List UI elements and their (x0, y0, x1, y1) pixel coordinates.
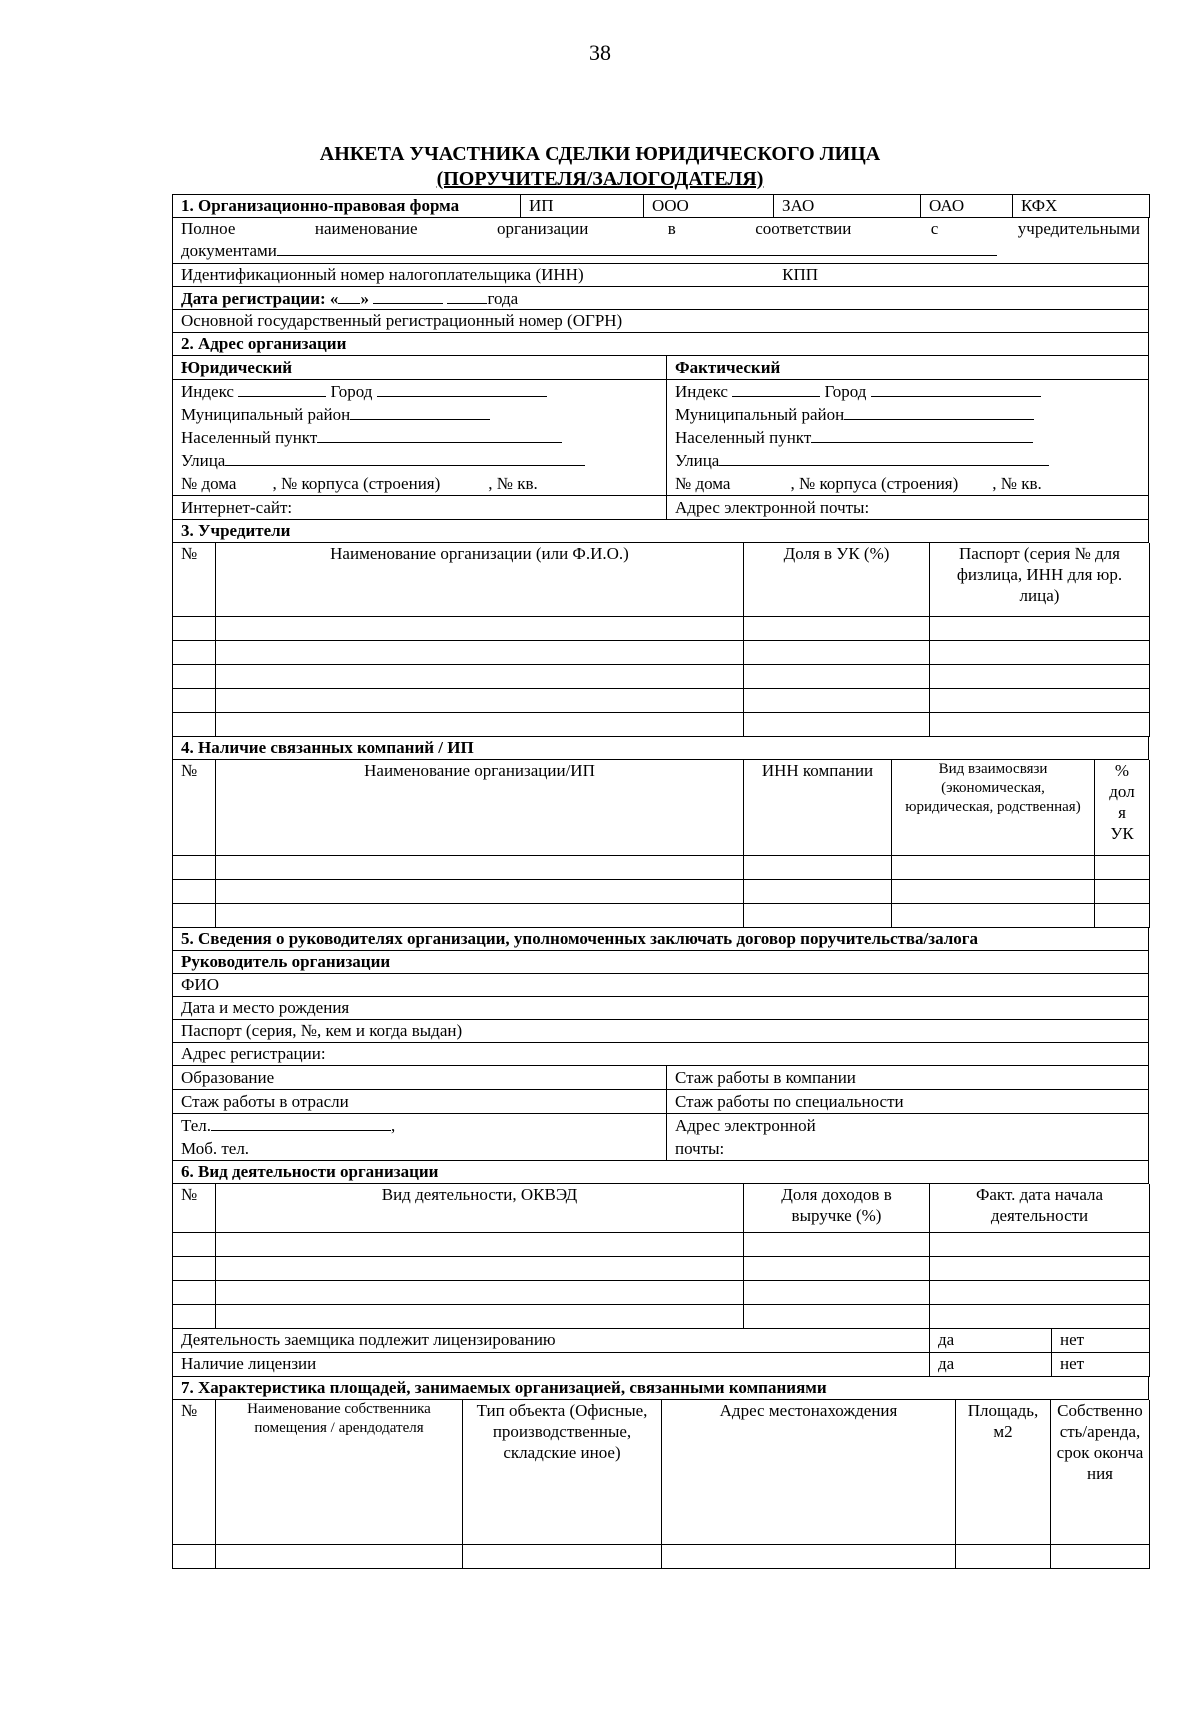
legal-form-row (172, 194, 1150, 218)
table-row[interactable] (173, 1304, 1150, 1328)
legal-address-heading: Юридический (173, 356, 667, 379)
licensing-row (173, 1329, 1150, 1353)
legal-address-block[interactable]: Индекс Город Муниципальный район Населенный пункт Улица № дома , № корпуса (строения) , № кв. (173, 380, 667, 495)
activity-table (172, 1184, 1150, 1329)
registration-date-field[interactable]: Дата регистрации: « » года (172, 287, 1149, 310)
address-fields (172, 380, 1149, 496)
license-yes[interactable]: да (930, 1353, 1052, 1377)
exp-industry-field[interactable]: Стаж работы в отрасли (173, 1090, 667, 1113)
exp-specialty-field[interactable]: Стаж работы по специальности (675, 1092, 904, 1111)
section-1-heading: 1. Организационно-правовая форма (173, 195, 521, 218)
premises-table (172, 1400, 1150, 1569)
title-line-2: (ПОРУЧИТЕЛЯ/ЗАЛОГОДАТЕЛЯ) (436, 168, 764, 190)
licensing-label: Деятельность заемщика подлежит лицензированию (173, 1329, 930, 1353)
table-row[interactable] (173, 1280, 1150, 1304)
form-title (0, 142, 1200, 192)
section-2-heading: 2. Адрес организации (172, 333, 1149, 356)
form-option-zao[interactable]: ЗАО (774, 195, 921, 218)
phone-block[interactable]: Тел. , Моб. тел. (173, 1114, 667, 1160)
section-7-heading: 7. Характеристика площадей, занимаемых организацией, связанными компаниями (172, 1377, 1149, 1400)
table-row[interactable] (173, 904, 1150, 928)
col-no: № (173, 1400, 216, 1544)
licensing-no[interactable]: нет (1052, 1329, 1150, 1353)
questionnaire-form (172, 194, 1149, 1569)
col-name: Наименование организации (или Ф.И.О.) (216, 543, 744, 616)
table-row[interactable] (173, 1544, 1150, 1568)
form-option-oao[interactable]: ОАО (921, 195, 1013, 218)
reg-address-field[interactable]: Адрес регистрации: (172, 1043, 1149, 1066)
manager-subheading: Руководитель организации (172, 951, 1149, 974)
table-row[interactable] (173, 1256, 1150, 1280)
license-row (173, 1353, 1150, 1377)
form-option-ooo[interactable]: ООО (644, 195, 774, 218)
form-option-kfh[interactable]: КФХ (1013, 195, 1150, 218)
table-row[interactable] (173, 688, 1150, 712)
table-row[interactable] (173, 880, 1150, 904)
title-line-1: АНКЕТА УЧАСТНИКА СДЕЛКИ ЮРИДИЧЕСКОГО ЛИЦА (319, 143, 881, 165)
col-no: № (173, 760, 216, 856)
ogrn-field[interactable]: Основной государственный регистрационный номер (ОГРН) (172, 310, 1149, 333)
licensing-yes[interactable]: да (930, 1329, 1052, 1353)
section-3-heading: 3. Учредители (172, 520, 1149, 543)
col-no: № (173, 543, 216, 616)
col-income: Доля доходов в выручке (%) (744, 1184, 930, 1232)
full-name-field[interactable]: Полное наименование организации в соответствии с учредительными документами (172, 218, 1149, 264)
col-inn: ИНН компании (744, 760, 892, 856)
section-5-heading: 5. Сведения о руководителях организации, уполномоченных заключать договор поручительства/залога (172, 928, 1149, 951)
col-no: № (173, 1184, 216, 1232)
actual-address-heading: Фактический (675, 358, 781, 377)
exp-company-field[interactable]: Стаж работы в компании (675, 1068, 856, 1087)
col-owner: Наименование собственника помещения / арендодателя (216, 1400, 463, 1544)
address-columns (172, 356, 1149, 380)
form-option-ip[interactable]: ИП (521, 195, 644, 218)
web-email-row (172, 496, 1149, 520)
section-6-heading: 6. Вид деятельности организации (172, 1161, 1149, 1184)
table-row[interactable] (173, 664, 1150, 688)
education-row (172, 1066, 1149, 1090)
table-row[interactable] (173, 616, 1150, 640)
col-ownership: Собственность/аренда, срок окончания (1051, 1400, 1150, 1544)
page-number: 38 (589, 40, 611, 65)
inn-label: Идентификационный номер налогоплательщика (ИНН) (181, 265, 584, 284)
kpp-label: КПП (782, 265, 819, 284)
table-row[interactable] (173, 856, 1150, 880)
table-row[interactable] (173, 712, 1150, 736)
section-4-heading: 4. Наличие связанных компаний / ИП (172, 737, 1149, 760)
col-share: % дол я УК (1095, 760, 1150, 856)
license-label: Наличие лицензии (173, 1353, 930, 1377)
actual-address-block[interactable]: Индекс Город Муниципальный район Населенный пункт Улица № дома , № корпуса (строения) , № кв. (667, 380, 1148, 495)
license-no[interactable]: нет (1052, 1353, 1150, 1377)
table-header (173, 543, 1150, 616)
col-activity: Вид деятельности, ОКВЭД (216, 1184, 744, 1232)
experience-row (172, 1090, 1149, 1114)
manager-email-block[interactable]: Адрес электронной почты: (675, 1116, 816, 1158)
founders-table (172, 543, 1150, 737)
table-row[interactable] (173, 640, 1150, 664)
table-row[interactable] (173, 1232, 1150, 1256)
table-header (173, 1400, 1150, 1544)
col-start: Факт. дата начала деятельности (930, 1184, 1150, 1232)
table-header (173, 760, 1150, 856)
education-field[interactable]: Образование (173, 1066, 667, 1089)
fio-field[interactable]: ФИО (172, 974, 1149, 997)
col-share: Доля в УК (%) (744, 543, 930, 616)
col-name: Наименование организации/ИП (216, 760, 744, 856)
col-type: Тип объекта (Офисные, производственные, складские иное) (463, 1400, 662, 1544)
inn-kpp-field[interactable] (172, 264, 1149, 287)
license-table (172, 1329, 1150, 1378)
passport-field[interactable]: Паспорт (серия, №, кем и когда выдан) (172, 1020, 1149, 1043)
related-companies-table (172, 760, 1150, 929)
birth-field[interactable]: Дата и место рождения (172, 997, 1149, 1020)
email-field[interactable]: Адрес электронной почты: (675, 498, 870, 517)
col-relation: Вид взаимосвязи (экономическая, юридическая, родственная) (892, 760, 1095, 856)
col-address: Адрес местонахождения (662, 1400, 956, 1544)
col-area: Площадь, м2 (956, 1400, 1051, 1544)
table-header (173, 1184, 1150, 1232)
col-passport: Паспорт (серия № для физлица, ИНН для юр. лица) (930, 543, 1150, 616)
website-field[interactable]: Интернет-сайт: (173, 496, 667, 519)
contacts-row (172, 1114, 1149, 1161)
